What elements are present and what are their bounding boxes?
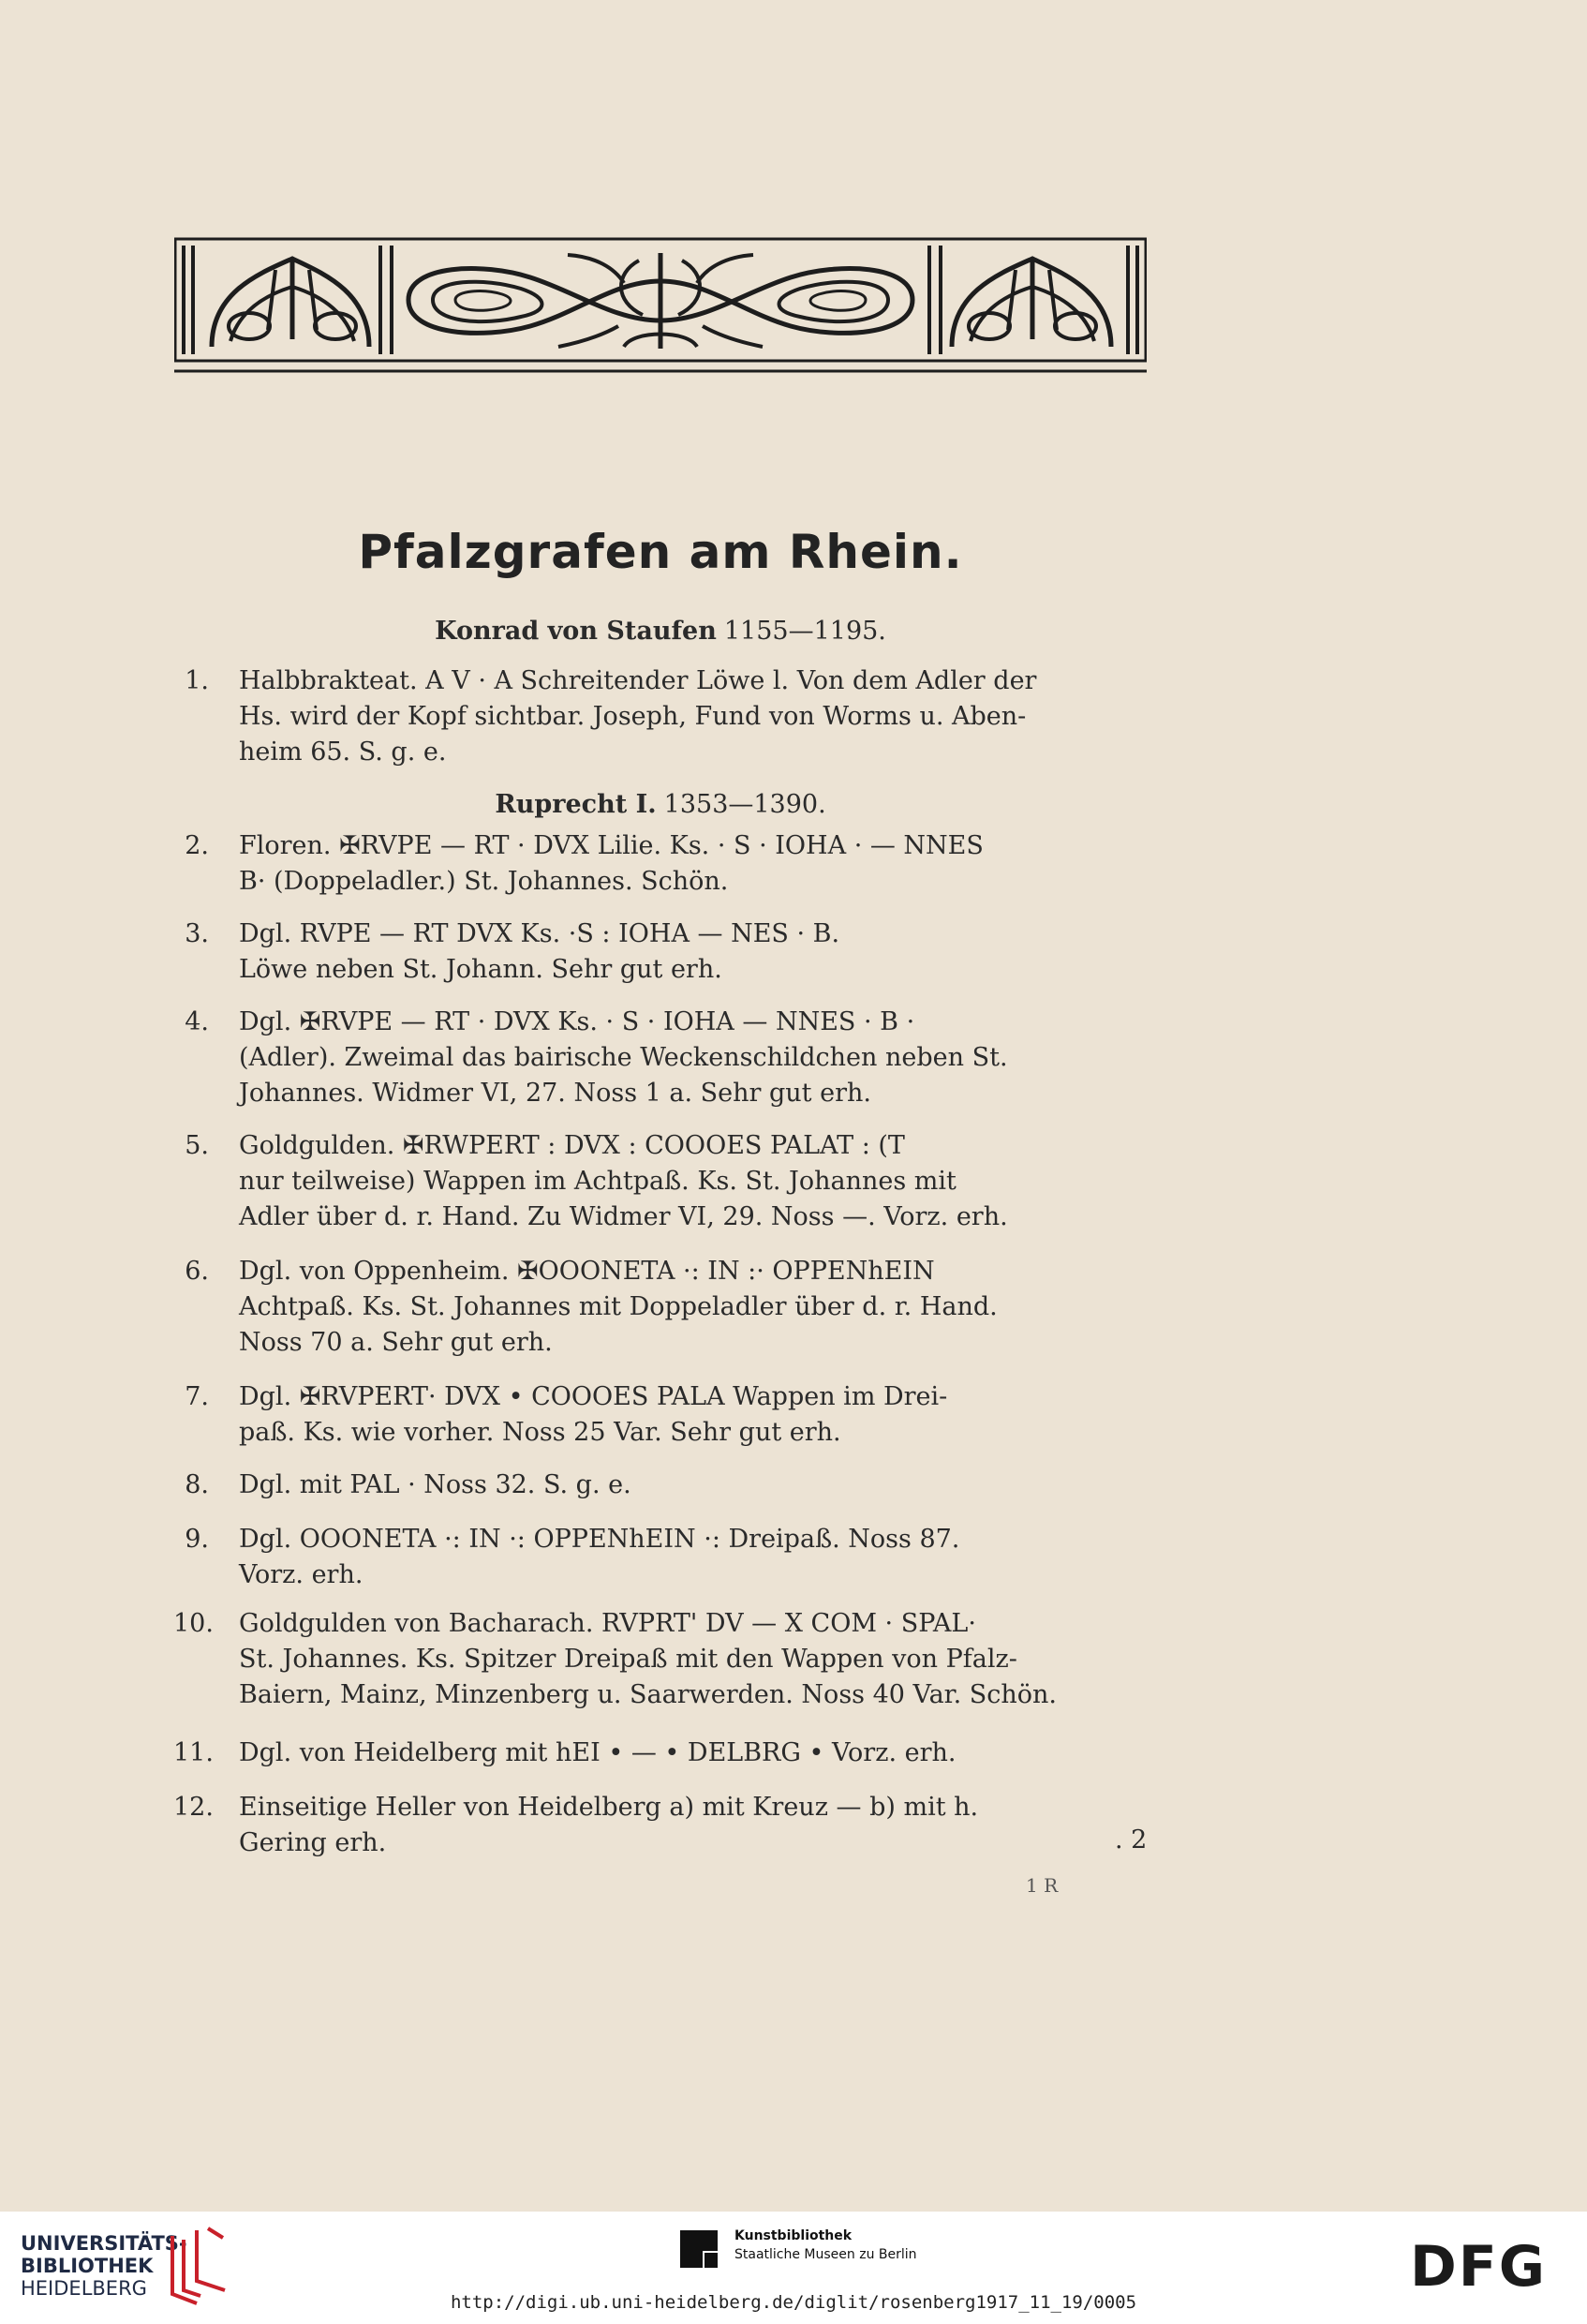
entry-number: 1. bbox=[185, 666, 209, 695]
library-name-line: HEIDELBERG bbox=[21, 2277, 147, 2300]
entry-line: Dgl. OOONETA ·: IN ·: OPPENhEIN ·: Dreipaß. Noss 87. bbox=[239, 1525, 960, 1554]
entry-text bbox=[239, 1005, 1148, 1111]
digitization-footer bbox=[0, 2212, 1587, 2324]
kunstbibliothek-name bbox=[734, 2227, 917, 2264]
entry-line: B· (Doppeladler.) St. Johannes. Schön. bbox=[239, 867, 729, 896]
page-number: . 2 bbox=[1115, 1825, 1148, 1855]
entry-text bbox=[239, 1254, 1148, 1361]
entry-line: paß. Ks. wie vorher. Noss 25 Var. Sehr gut erh. bbox=[239, 1418, 841, 1447]
ruler-years: 1155—1195. bbox=[723, 617, 886, 646]
entry-line: Halbbrakteat. A V · A Schreitender Löwe l. Von dem Adler der bbox=[239, 666, 1037, 695]
entry-line: Noss 70 a. Sehr gut erh. bbox=[239, 1328, 553, 1357]
entry-line: Vorz. erh. bbox=[239, 1560, 363, 1589]
entry-number: 2. bbox=[185, 831, 209, 860]
entry-line: Achtpaß. Ks. St. Johannes mit Doppeladler über d. r. Hand. bbox=[239, 1292, 998, 1321]
entry-line: heim 65. S. g. e. bbox=[239, 737, 447, 767]
entry-line: Hs. wird der Kopf sichtbar. Joseph, Fund von Worms u. Aben- bbox=[239, 702, 1027, 731]
entry-number: 4. bbox=[185, 1007, 209, 1036]
decorative-header-ornament bbox=[174, 236, 1147, 375]
entry-number: 12. bbox=[173, 1793, 214, 1822]
entry-text bbox=[239, 1128, 1148, 1235]
entry-text bbox=[239, 1379, 1148, 1451]
entry-number: 8. bbox=[185, 1470, 209, 1499]
entry-line: Dgl. ✠RVPE — RT · DVX Ks. · S · IOHA — NNES · B · bbox=[239, 1007, 915, 1036]
ruler-years: 1353—1390. bbox=[663, 790, 826, 819]
entry-line: Floren. ✠RVPE — RT · DVX Lilie. Ks. · S · IOHA · — NNES bbox=[239, 831, 984, 860]
entry-line: Adler über d. r. Hand. Zu Widmer VI, 29. Noss —. Vorz. erh. bbox=[239, 1202, 1008, 1231]
entry-line: Johannes. Widmer VI, 27. Noss 1 a. Sehr gut erh. bbox=[239, 1079, 871, 1108]
kunstbibliothek-logo-icon bbox=[676, 2227, 721, 2272]
entry-line: Baiern, Mainz, Minzenberg u. Saarwerden. Noss 40 Var. Schön. bbox=[239, 1680, 1058, 1709]
entry-line: Gering erh. bbox=[239, 1828, 387, 1857]
section-heading-ruprecht bbox=[0, 790, 1321, 819]
entry-line: Goldgulden von Bacharach. RVPRT' DV — X COM · SPAL· bbox=[239, 1609, 976, 1638]
entry-line: Einseitige Heller von Heidelberg a) mit Kreuz — b) mit h. bbox=[239, 1793, 979, 1822]
page-title: Pfalzgrafen am Rhein. bbox=[358, 525, 963, 579]
entry-number: 6. bbox=[185, 1257, 209, 1286]
section-heading-konrad bbox=[0, 617, 1321, 646]
ruler-name: Konrad von Staufen bbox=[435, 617, 717, 646]
entry-number: 5. bbox=[185, 1131, 209, 1160]
source-url-link[interactable]: http://digi.ub.uni-heidelberg.de/diglit/rosenberg1917_11_19/0005 bbox=[450, 2292, 1137, 2313]
entry-line: nur teilweise) Wappen im Achtpaß. Ks. St. Johannes mit bbox=[239, 1167, 957, 1196]
entry-number: 10. bbox=[173, 1609, 214, 1638]
entry-text bbox=[239, 1467, 1148, 1503]
entry-line: St. Johannes. Ks. Spitzer Dreipaß mit den Wappen von Pfalz- bbox=[239, 1645, 1017, 1674]
entry-line: Dgl. RVPE — RT DVX Ks. ·S : IOHA — NES · B. bbox=[239, 919, 840, 948]
entry-line: Löwe neben St. Johann. Sehr gut erh. bbox=[239, 955, 722, 984]
entry-text bbox=[239, 663, 1148, 770]
ruler-name: Ruprecht I. bbox=[495, 790, 657, 819]
kunstbibliothek-line: Staatliche Museen zu Berlin bbox=[734, 2247, 917, 2262]
kunstbibliothek-line: Kunstbibliothek bbox=[734, 2228, 853, 2243]
entry-number: 7. bbox=[185, 1382, 209, 1411]
entry-line: Dgl. mit PAL · Noss 32. S. g. e. bbox=[239, 1470, 631, 1499]
entry-number: 11. bbox=[173, 1738, 214, 1767]
entry-text bbox=[239, 1790, 1148, 1861]
entry-text bbox=[239, 1736, 1148, 1771]
entry-number: 3. bbox=[185, 919, 209, 948]
dfg-logo: DFG bbox=[1410, 2234, 1548, 2300]
library-name-line: UNIVERSITÄTS- bbox=[21, 2232, 187, 2255]
printer-signature: 1 R bbox=[1026, 1874, 1059, 1897]
entry-line: Dgl. von Oppenheim. ✠OOONETA ·: IN :· OPPENhEIN bbox=[239, 1257, 935, 1286]
entry-text bbox=[239, 828, 1148, 900]
entry-line: Dgl. von Heidelberg mit hEI • — • DELBRG • Vorz. erh. bbox=[239, 1738, 957, 1767]
entry-text bbox=[239, 1606, 1148, 1713]
entry-text bbox=[239, 916, 1148, 988]
entry-line: (Adler). Zweimal das bairische Weckenschildchen neben St. bbox=[239, 1043, 1008, 1072]
library-name-line: BIBLIOTHEK bbox=[21, 2255, 154, 2277]
entry-number: 9. bbox=[185, 1525, 209, 1554]
entry-text bbox=[239, 1522, 1148, 1593]
entry-line: Goldgulden. ✠RWPERT : DVX : COOOES PALAT : (T bbox=[239, 1131, 905, 1160]
entry-line: Dgl. ✠RVPERT· DVX • COOOES PALA Wappen im Drei- bbox=[239, 1382, 948, 1411]
